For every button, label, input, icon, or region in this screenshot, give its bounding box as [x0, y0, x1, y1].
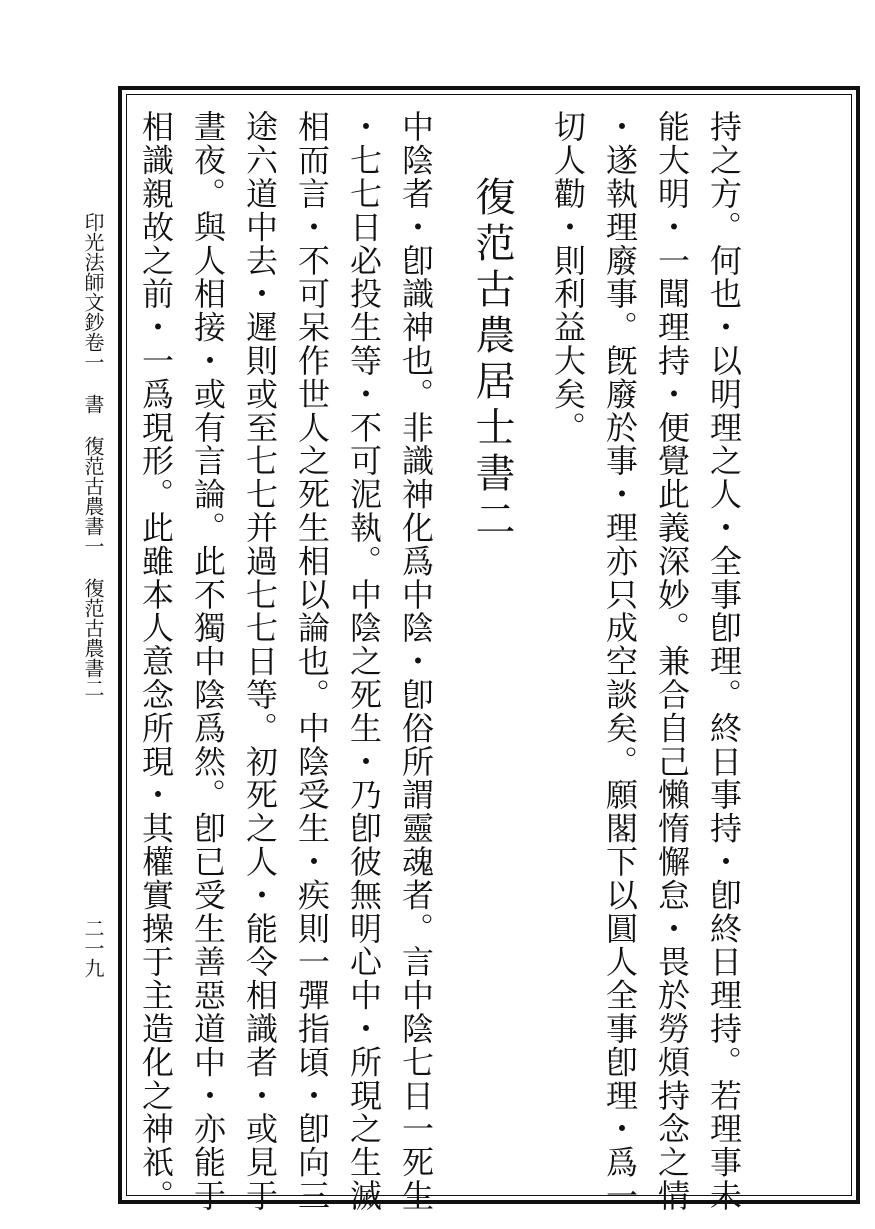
text-column-1: 持之方。何也・以明理之人・全事卽理。終日事持・卽終日理持。若理事未: [705, 110, 743, 1213]
text-column-2: 能大明・一聞理持・便覺此義深妙。兼合自己懶惰懈怠・畏於勞煩持念之情: [653, 110, 691, 1213]
section-label: 書: [81, 394, 105, 414]
letter-heading: 復范古農居士書二: [469, 176, 515, 544]
text-column-6: ・七七日必投生等・不可泥執。中陰之死生・乃卽彼無明心中・所現之生滅: [345, 110, 383, 1213]
article-title-current: 復范古農書二: [81, 578, 105, 698]
text-column-5: 中陰者・卽識神也。非識神化爲中陰・卽俗所謂靈魂者。言中陰七日一死生: [397, 110, 435, 1213]
text-column-4: 切人勸・則利益大矣。: [549, 110, 587, 444]
text-column-9: 晝夜。與人相接・或有言論。此不獨中陰爲然。卽已受生善惡道中・亦能于: [189, 110, 227, 1213]
running-header: [82, 212, 104, 698]
text-column-7: 相而言・不可呆作世人之死生相以論也。中陰受生・疾則一彈指頃・卽向三: [293, 110, 331, 1213]
text-column-8: 途六道中去・遲則或至七七并過七七日等。初死之人・能令相識者・或見于: [241, 110, 279, 1213]
article-title-prev: 復范古農書一: [81, 436, 105, 556]
text-column-10: 相識親故之前・一爲現形。此雖本人意念所現・其權實操于主造化之神祇。: [137, 110, 175, 1213]
text-column-3: ・遂執理廢事。旣廢於事・理亦只成空談矣。願閣下以圓人全事卽理・爲一: [601, 110, 639, 1213]
book-title: 印光法師文鈔卷一: [81, 212, 105, 372]
page-number: 二一九: [81, 918, 105, 978]
